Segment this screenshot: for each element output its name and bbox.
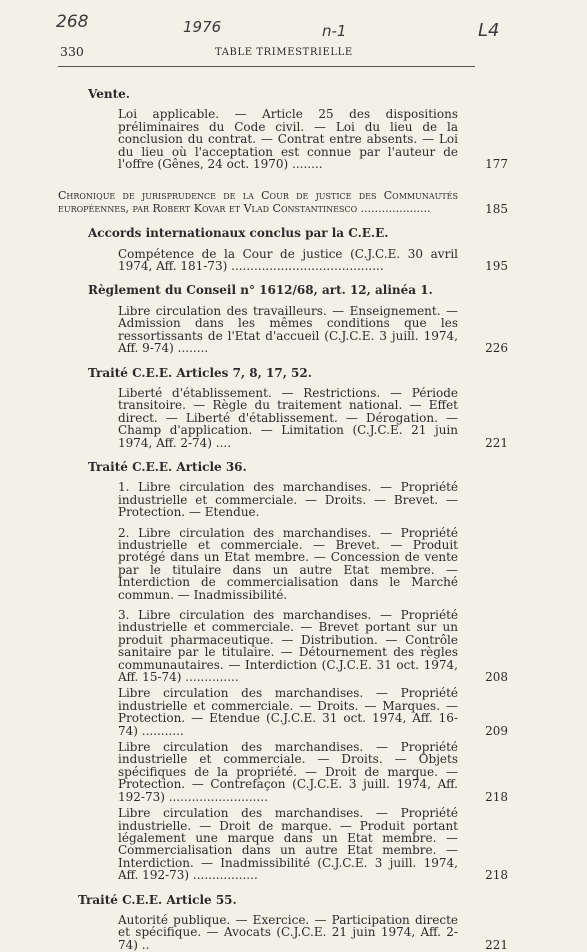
handwritten-note-left: 268 [56,12,89,32]
index-entry [118,387,508,449]
entry-text: 3. Libre circulation des marchandises. — Propriété industrielle et commerciale. — Brevet portant sur un produit pharmaceutique. — Distribution. — Contrôle sanitaire par le titulaire. — Détournement des règles communautaires. — Interdiction (C.J.C.E. 31 oct. 1974, Aff. 15-74) .............. [118,608,458,685]
entry-text: Libre circulation des marchandises. — Propriété industrielle et commerciale. — Droits. — Marques. — Protection. — Etendue (C.J.C.E. 31 oct. 1974, Aff. 16-74) ........... [118,686,458,738]
entry-page-ref: 177 [485,157,508,172]
entry-text: Libre circulation des marchandises. — Propriété industrielle et commerciale. — Droits. — Objets spécifiques de la propriété. — Droit de marque. — Protection. — Contrefaçon (C.J.C.E. 3 juill. 1974, Aff. 192-73) .......................... [118,740,458,804]
index-entry [118,527,508,601]
index-entry [118,481,508,518]
entry-page-ref: 218 [485,789,508,804]
index-entry [118,807,508,881]
index-entry [118,609,508,683]
entry-page-ref: 221 [485,435,508,450]
entry-page-ref: 208 [485,670,508,685]
section-heading: Règlement du Conseil n° 1612/68, art. 12, alinéa 1. [88,283,433,298]
handwritten-issue: n-1 [322,22,347,40]
entry-page-ref: 195 [485,259,508,274]
entry-page-ref: 218 [485,868,508,883]
entry-text: Liberté d'établissement. — Restrictions. — Période transitoire. — Règle du traitement national. — Effet direct. — Liberté d'établissement. — Dérogation. — Champ d'application. — Limitation (C.J.C.E. 21 juin 1974, Aff. 2-74) .... [118,385,458,450]
entry-text: 2. Libre circulation des marchandises. — Propriété industrielle et commerciale. — Brevet. — Produit protégé dans un Etat membre. — Concession de vente par le titulaire dans un autre Etat membre. — Interdiction de commercialisation dans le Marché commun. — Inadmissibilité. [118,525,458,602]
section-heading: Traité C.E.E. Article 36. [88,459,247,474]
entry-text: Compétence de la Cour de justice (C.J.C.E. 30 avril 1974, Aff. 181-73) ........................................ [118,246,458,274]
entry-text: Loi applicable. — Article 25 des dispositions préliminaires du Code civil. — Loi du lieu de la conclusion du contrat. — Contrat entre absents. — Loi du lieu où l'acceptation est connue par l'auteur de l'offre (Gênes, 24 oct. 1970) ........ [118,107,458,172]
section-heading: Traité C.E.E. Article 55. [78,892,237,907]
entry-page-ref: 185 [485,201,508,216]
index-entry [118,248,508,273]
section-heading: Vente. [88,87,130,101]
index-entry [118,914,508,951]
index-entry [118,108,508,170]
entry-text: Autorité publique. — Exercice. — Participation directe et spécifique. — Avocats (C.J.C.E. 21 juin 1974, Aff. 2-74) .. [118,912,458,952]
handwritten-year: 1976 [183,18,222,36]
section-heading: Traité C.E.E. Articles 7, 8, 17, 52. [88,365,312,380]
handwritten-note-right: L4 [478,20,500,41]
index-entry [118,741,508,803]
entry-page-ref: 221 [485,937,508,952]
entry-text: Libre circulation des marchandises. — Propriété industrielle. — Droit de marque. — Produit portant légalement une marque dans un Etat membre. — Commercialisation dans un autre Etat membre. — Interdiction. — Inadmissibilité (C.J.C.E. 3 juill. 1974, Aff. 192-73) ................. [118,806,458,883]
index-entry [118,687,508,737]
header-rule [58,66,475,67]
index-entry [58,190,508,215]
running-title: TABLE TRIMESTRIELLE [215,47,353,58]
section-heading: Accords internationaux conclus par la C.E.E. [88,226,389,241]
entry-text: Chronique de jurisprudence de la Cour de justice des Communautés européennes, par Robert Kovar et Vlad Constantinesco .................... [58,189,458,215]
index-content [58,80,508,951]
entry-page-ref: 226 [485,341,508,356]
index-entry [118,305,508,355]
page-number: 330 [60,44,84,59]
entry-text: Libre circulation des travailleurs. — Enseignement. — Admission dans les mêmes conditions que les ressortissants de l'Etat d'accueil (C.J.C.E. 3 juill. 1974, Aff. 9-74) ........ [118,303,458,356]
entry-page-ref: 209 [485,723,508,738]
entry-text: 1. Libre circulation des marchandises. — Propriété industrielle et commerciale. — Droits. — Brevet. — Protection. — Etendue. [118,480,458,520]
